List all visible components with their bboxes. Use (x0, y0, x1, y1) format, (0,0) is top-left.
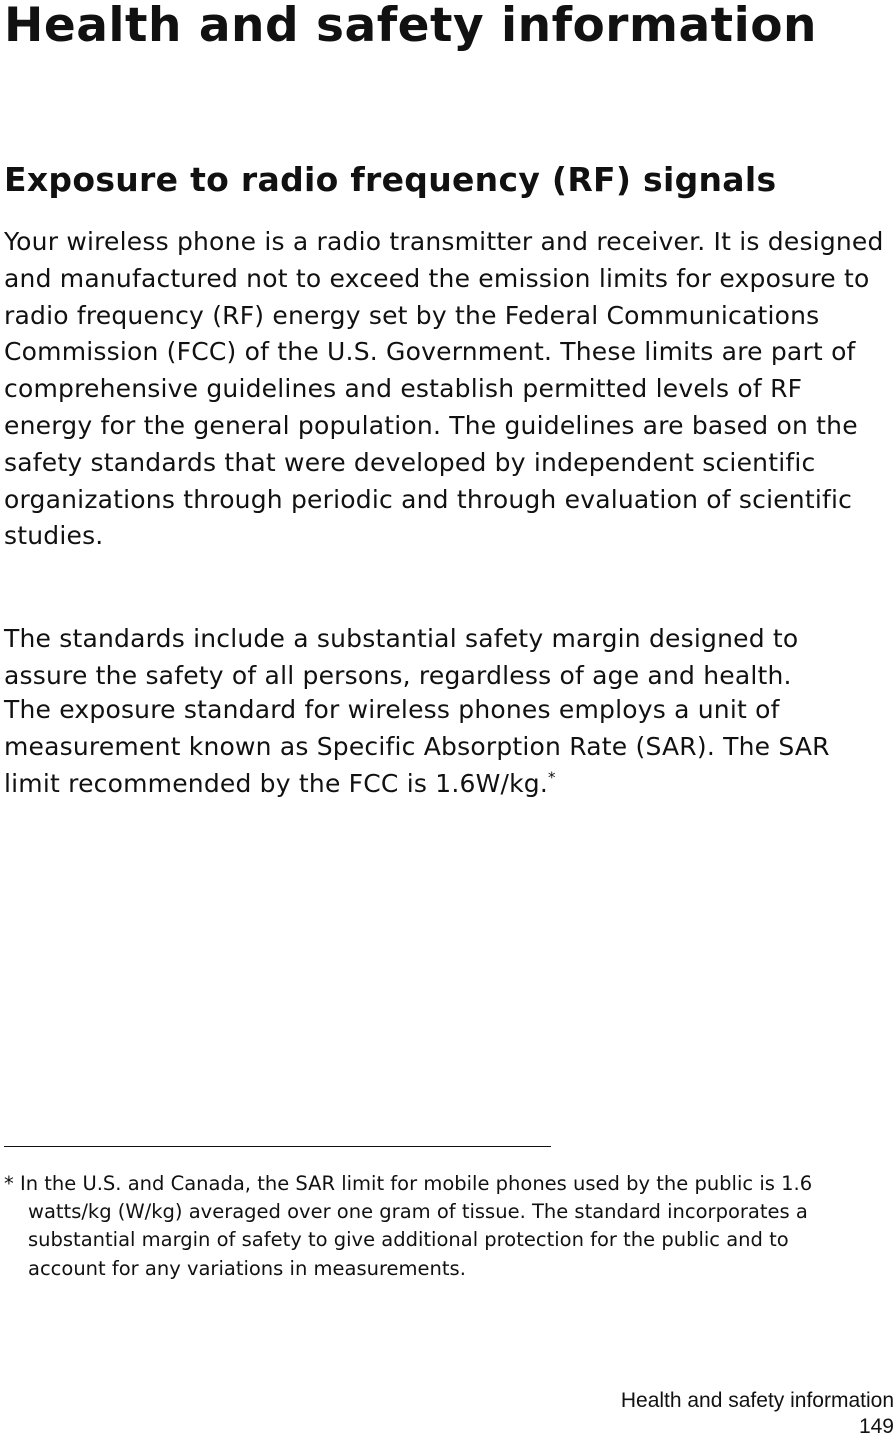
paragraph-sar-standard (4, 692, 890, 802)
footnote-reference-marker: * (548, 768, 556, 787)
page-title: Health and safety information (4, 0, 817, 53)
paragraph-sar-standard-text: The exposure standard for wireless phones employs a unit of measurement known as Specific Absorption Rate (SAR). The SAR limit recommended by the FCC is 1.6W/kg. (4, 695, 830, 798)
paragraph-safety-margin: The standards include a substantial safety margin designed to assure the safety of all persons, regardless of age and health. (4, 624, 799, 690)
footnote-text: In the U.S. and Canada, the SAR limit for mobile phones used by the public is 1.6 watts/kg (W/kg) averaged over one gram of tissue. The standard incorporates a substantial margin of safety to give additional protection for the public and to account for any variations in measurements. (19, 1172, 813, 1280)
section-heading: Exposure to radio frequency (RF) signals (4, 160, 777, 199)
footnote-divider (4, 1146, 551, 1147)
footnote (4, 1170, 858, 1283)
footnote-marker: * (4, 1172, 14, 1195)
page-number: 149 (858, 1415, 894, 1438)
footer-section-label: Health and safety information (620, 1389, 894, 1412)
paragraph-rf-exposure-limits: Your wireless phone is a radio transmitter and receiver. It is designed and manufactured not to exceed the emission limits for exposure to radio frequency (RF) energy set by the Federal Communications Commission (FCC) of the U.S. Government. These limits are part of comprehensive guidelines and establish permitted levels of RF energy for the general population. The guidelines are based on the safety standards that were developed by independent scientific organizations through periodic and through evaluation of scientific studies. (4, 227, 884, 551)
